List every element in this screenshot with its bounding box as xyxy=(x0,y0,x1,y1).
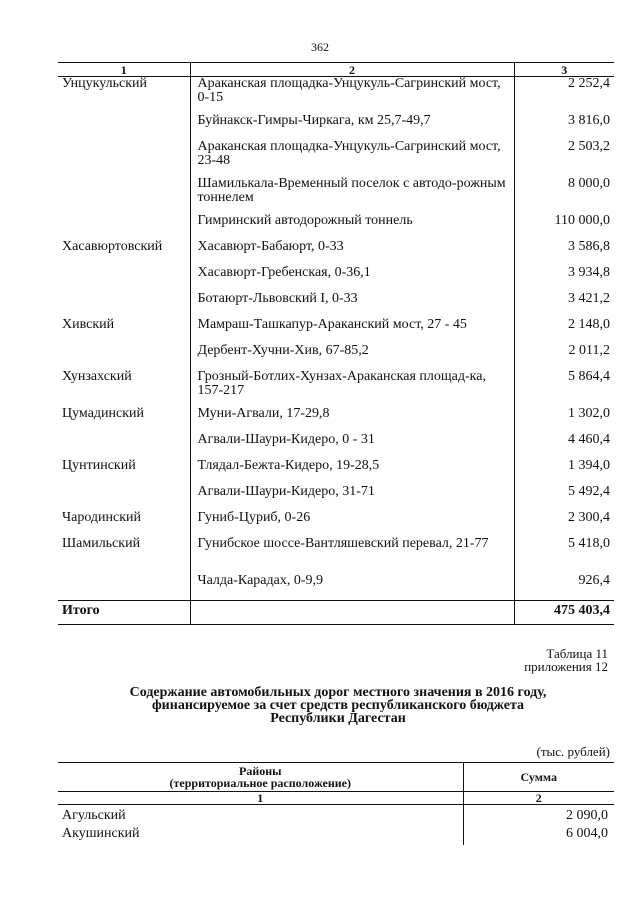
table-row xyxy=(58,537,614,574)
district-cell: Хивский xyxy=(58,318,190,344)
table-row xyxy=(58,485,614,511)
district-cell xyxy=(58,344,190,370)
table-row xyxy=(58,511,614,537)
road-cell: Мамраш-Ташкапур-Араканский мост, 27 - 45 xyxy=(190,318,514,344)
district-cell xyxy=(58,214,190,240)
district-cell xyxy=(58,485,190,511)
section-title-line-1: Содержание автомобильных дорог местного значения в 2016 году, xyxy=(129,685,547,700)
district-cell xyxy=(58,140,190,177)
amount-cell: 6 004,0 xyxy=(566,826,608,841)
amount-cell: 2 503,2 xyxy=(568,139,610,154)
header-districts-line-2: (территориальное расположение) xyxy=(169,776,351,790)
amount-cell: 5 492,4 xyxy=(568,484,610,499)
road-funding-table xyxy=(58,62,614,625)
road-cell: Тлядал-Бежта-Кидеро, 19-28,5 xyxy=(190,459,514,485)
district-cell: Цунтинский xyxy=(58,459,190,485)
page-number: 362 xyxy=(311,40,329,54)
header-districts-line-1: Районы xyxy=(238,764,282,778)
amount-cell: 3 586,8 xyxy=(568,239,610,254)
section-title-line-3: Республики Дагестан xyxy=(270,711,406,726)
table-label-line-2: приложения 12 xyxy=(524,659,608,674)
table-row xyxy=(58,574,614,601)
district-cell xyxy=(58,266,190,292)
amount-cell: 3 421,2 xyxy=(568,291,610,306)
table-row xyxy=(58,344,614,370)
table-row xyxy=(58,77,614,115)
road-cell: Ботаюрт-Львовский I, 0-33 xyxy=(190,292,514,318)
road-cell: Буйнакск-Гимры-Чиркага, км 25,7-49,7 xyxy=(190,114,514,140)
table-row xyxy=(58,370,614,407)
amount-cell: 2 300,4 xyxy=(568,510,610,525)
road-cell: Чалда-Карадах, 0-9,9 xyxy=(190,574,514,601)
local-roads-table xyxy=(58,762,614,845)
amount-cell: 5 418,0 xyxy=(568,536,610,551)
table-header-row xyxy=(58,763,614,792)
road-cell: Араканская площадка-Унцукуль-Сагринский мост, 0-15 xyxy=(190,77,514,115)
header-col-1: 1 xyxy=(58,63,190,77)
index-col-2: 2 xyxy=(463,792,614,805)
road-cell: Араканская площадка-Унцукуль-Сагринский мост, 23-48 xyxy=(190,140,514,177)
road-cell: Гимринский автодорожный тоннель xyxy=(190,214,514,240)
header-col-2: 2 xyxy=(190,63,514,77)
amount-cell: 2 252,4 xyxy=(568,76,610,91)
road-cell: Муни-Агвали, 17-29,8 xyxy=(190,407,514,433)
table-index-row xyxy=(58,792,614,805)
header-sum: Сумма xyxy=(463,763,614,792)
table-row xyxy=(58,433,614,459)
district-cell: Хунзахский xyxy=(58,370,190,407)
road-cell: Грозный-Ботлих-Хунзах-Араканская площад-ка, 157-217 xyxy=(190,370,514,407)
district-cell: Акушинский xyxy=(58,827,463,845)
road-cell: Гуниб-Цуриб, 0-26 xyxy=(190,511,514,537)
road-cell: Хасавюрт-Бабаюрт, 0-33 xyxy=(190,240,514,266)
district-cell: Шамильский xyxy=(58,537,190,574)
amount-cell: 4 460,4 xyxy=(568,432,610,447)
district-cell: Хасавюртовский xyxy=(58,240,190,266)
table-label-line-1: Таблица 11 xyxy=(546,646,608,661)
total-value: 475 403,4 xyxy=(514,601,614,625)
amount-cell: 2 090,0 xyxy=(566,808,608,823)
district-cell: Унцукульский xyxy=(58,77,190,115)
table-row xyxy=(58,240,614,266)
district-cell xyxy=(58,114,190,140)
table-row xyxy=(58,214,614,240)
table-row xyxy=(58,407,614,433)
road-cell: Гунибское шоссе-Вантляшевский перевал, 21-77 xyxy=(190,537,514,574)
district-cell xyxy=(58,574,190,601)
total-spacer xyxy=(190,601,514,625)
road-cell: Агвали-Шаури-Кидеро, 0 - 31 xyxy=(190,433,514,459)
header-col-3: 3 xyxy=(514,63,614,77)
index-col-1: 1 xyxy=(58,792,463,805)
district-cell: Чародинский xyxy=(58,511,190,537)
road-cell: Шамилькала-Временный поселок с автодо-рожным тоннелем xyxy=(190,177,514,214)
amount-cell: 2 148,0 xyxy=(568,317,610,332)
amount-cell: 926,4 xyxy=(578,573,610,588)
table-row xyxy=(58,318,614,344)
amount-cell: 5 864,4 xyxy=(568,369,610,384)
amount-cell: 2 011,2 xyxy=(568,343,610,358)
district-cell: Агульский xyxy=(58,805,463,828)
amount-cell: 1 302,0 xyxy=(568,406,610,421)
units-note: (тыс. рублей) xyxy=(536,744,610,759)
table-row xyxy=(58,177,614,214)
table-row xyxy=(58,459,614,485)
total-label: Итого xyxy=(58,601,190,625)
amount-cell: 110 000,0 xyxy=(554,213,610,228)
district-cell xyxy=(58,292,190,318)
amount-cell: 8 000,0 xyxy=(568,176,610,191)
table-row xyxy=(58,292,614,318)
district-cell: Цумадинский xyxy=(58,407,190,433)
road-cell: Хасавюрт-Гребенская, 0-36,1 xyxy=(190,266,514,292)
district-cell xyxy=(58,177,190,214)
table-row xyxy=(58,827,614,845)
section-title-line-2: финансируемое за счет средств республиканского бюджета xyxy=(152,698,524,713)
table-row xyxy=(58,140,614,177)
header-districts xyxy=(58,763,463,792)
amount-cell: 3 934,8 xyxy=(568,265,610,280)
amount-cell: 3 816,0 xyxy=(568,113,610,128)
table-header-row xyxy=(58,63,614,77)
amount-cell: 1 394,0 xyxy=(568,458,610,473)
table-row xyxy=(58,266,614,292)
table-row xyxy=(58,114,614,140)
table-row xyxy=(58,805,614,828)
section-title xyxy=(60,686,616,725)
road-cell: Дербент-Хучни-Хив, 67-85,2 xyxy=(190,344,514,370)
district-cell xyxy=(58,433,190,459)
road-cell: Агвали-Шаури-Кидеро, 31-71 xyxy=(190,485,514,511)
total-row xyxy=(58,601,614,625)
